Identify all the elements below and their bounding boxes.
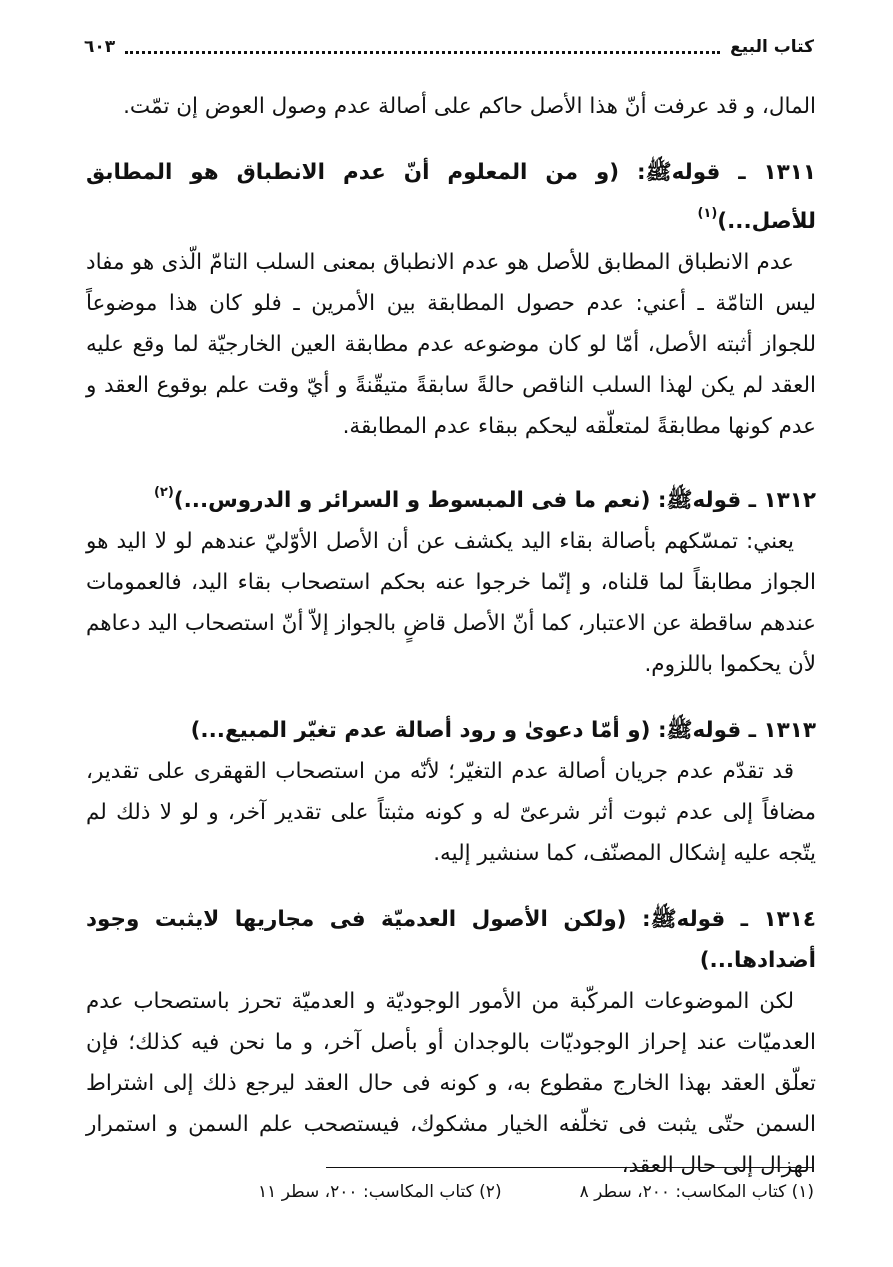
section-heading-1313: ١٣١٣ ـ قولهﷺ: (و أمّا دعوىٰ و رود أصالة عدم تغيّر المبيع...) (190, 718, 816, 743)
section-text-1312: يعني: تمسّكهم بأصالة بقاء اليد يكشف عن أن الأصل الأوّليّ عندهم لو لا اليد هو الجواز مطابقاً لما قلناه، و إنّما خرجوا عنه بحكم استصحاب بقاء اليد، فالعمومات عندهم ساقطة عن الاعتبار، كما أنّ الأصل قاضٍ بالجواز إلاّ أنّ استصحاب اليد دعاهم لأن يحكموا باللزوم. (86, 529, 816, 677)
section-text-1311: عدم الانطباق المطابق للأصل هو عدم الانطباق بمعنى السلب التامّ الّذى هو مفاد ليس التامّة ـ أعني: عدم حصول المطابقة بين الأمرين ـ فلو كان هذا موضوعاً للجواز أثبته الأصل، أمّا لو كان موضوعه عدم مطابقة العين الخارجيّة لما وقع عليه العقد لم يكن لهذا السلب الناقص حالةً سابقةً متيقّنةً و أيّ وقت علم بوقوع العقد و عدم كونها مطابقةً لمتعلّقه ليحكم ببقاء عدم المطابقة. (86, 250, 816, 439)
footnote-2: (٢) كتاب المكاسب: ٢٠٠، سطر ١١ (258, 1182, 502, 1202)
footnote-ref-2[interactable]: (٢) (153, 485, 174, 500)
footnote-divider (326, 1167, 814, 1168)
section-spacer (86, 874, 816, 899)
main-text (86, 86, 816, 1186)
section-heading-1314: ١٣١٤ ـ قولهﷺ: (ولكن الأصول العدميّة فى مجاريها لايثبت وجود أضدادها...) (86, 907, 816, 973)
header-dot-leader (125, 41, 720, 54)
footnote-ref-1[interactable]: (١) (697, 206, 718, 221)
section-spacer (86, 447, 816, 472)
section-text-1314: لكن الموضوعات المركّبة من الأمور الوجوديّة و العدميّة تحرز باستصحاب عدم العدميّات عند إحراز الوجوديّات بالوجدان أو بأصل آخر، و ما نحن فيه كذلك؛ فإن تعلّق العقد بهذا الخارج مقطوع به، و كونه فى حال العقد ليرجع ذلك إلى اشتراط السمن حتّى يثبت فى تخلّفه الخيار مشكوك، فيستصحب علم السمن و استمرار الهزال إلى حال العقد، (86, 989, 816, 1178)
section-spacer (86, 127, 816, 152)
section-heading-1311 (86, 152, 816, 242)
book-title: كتاب البيع (730, 37, 814, 57)
section-heading-1311-text: ١٣١١ ـ قولهﷺ: (و من المعلوم أنّ عدم الانطباق هو المطابق للأصل...) (86, 160, 816, 234)
section-spacer (86, 685, 816, 710)
section-heading-1312 (86, 472, 816, 521)
continuation-paragraph: المال، و قد عرفت أنّ هذا الأصل حاكم على أصالة عدم وصول العوض إن تمّت. (123, 94, 816, 119)
footnote-1: (١) كتاب المكاسب: ٢٠٠، سطر ٨ (579, 1182, 814, 1202)
section-heading-1312-text: ١٣١٢ ـ قولهﷺ: (نعم ما فى المبسوط و السرائر و الدروس...) (173, 488, 816, 513)
footnotes (150, 1180, 814, 1204)
page-number: ٦٠٣ (84, 37, 116, 57)
running-header (84, 34, 814, 60)
section-text-1313: قد تقدّم عدم جريان أصالة عدم التغيّر؛ لأنّه من استصحاب القهقرى على تقدير، مضافاً إلى عدم ثبوت أثر شرعىّ له و كونه مثبتاً على تقدير آخر، و لو لا ذلك لم يتّجه عليه إشكال المصنّف، كما سنشير إليه. (86, 759, 816, 866)
